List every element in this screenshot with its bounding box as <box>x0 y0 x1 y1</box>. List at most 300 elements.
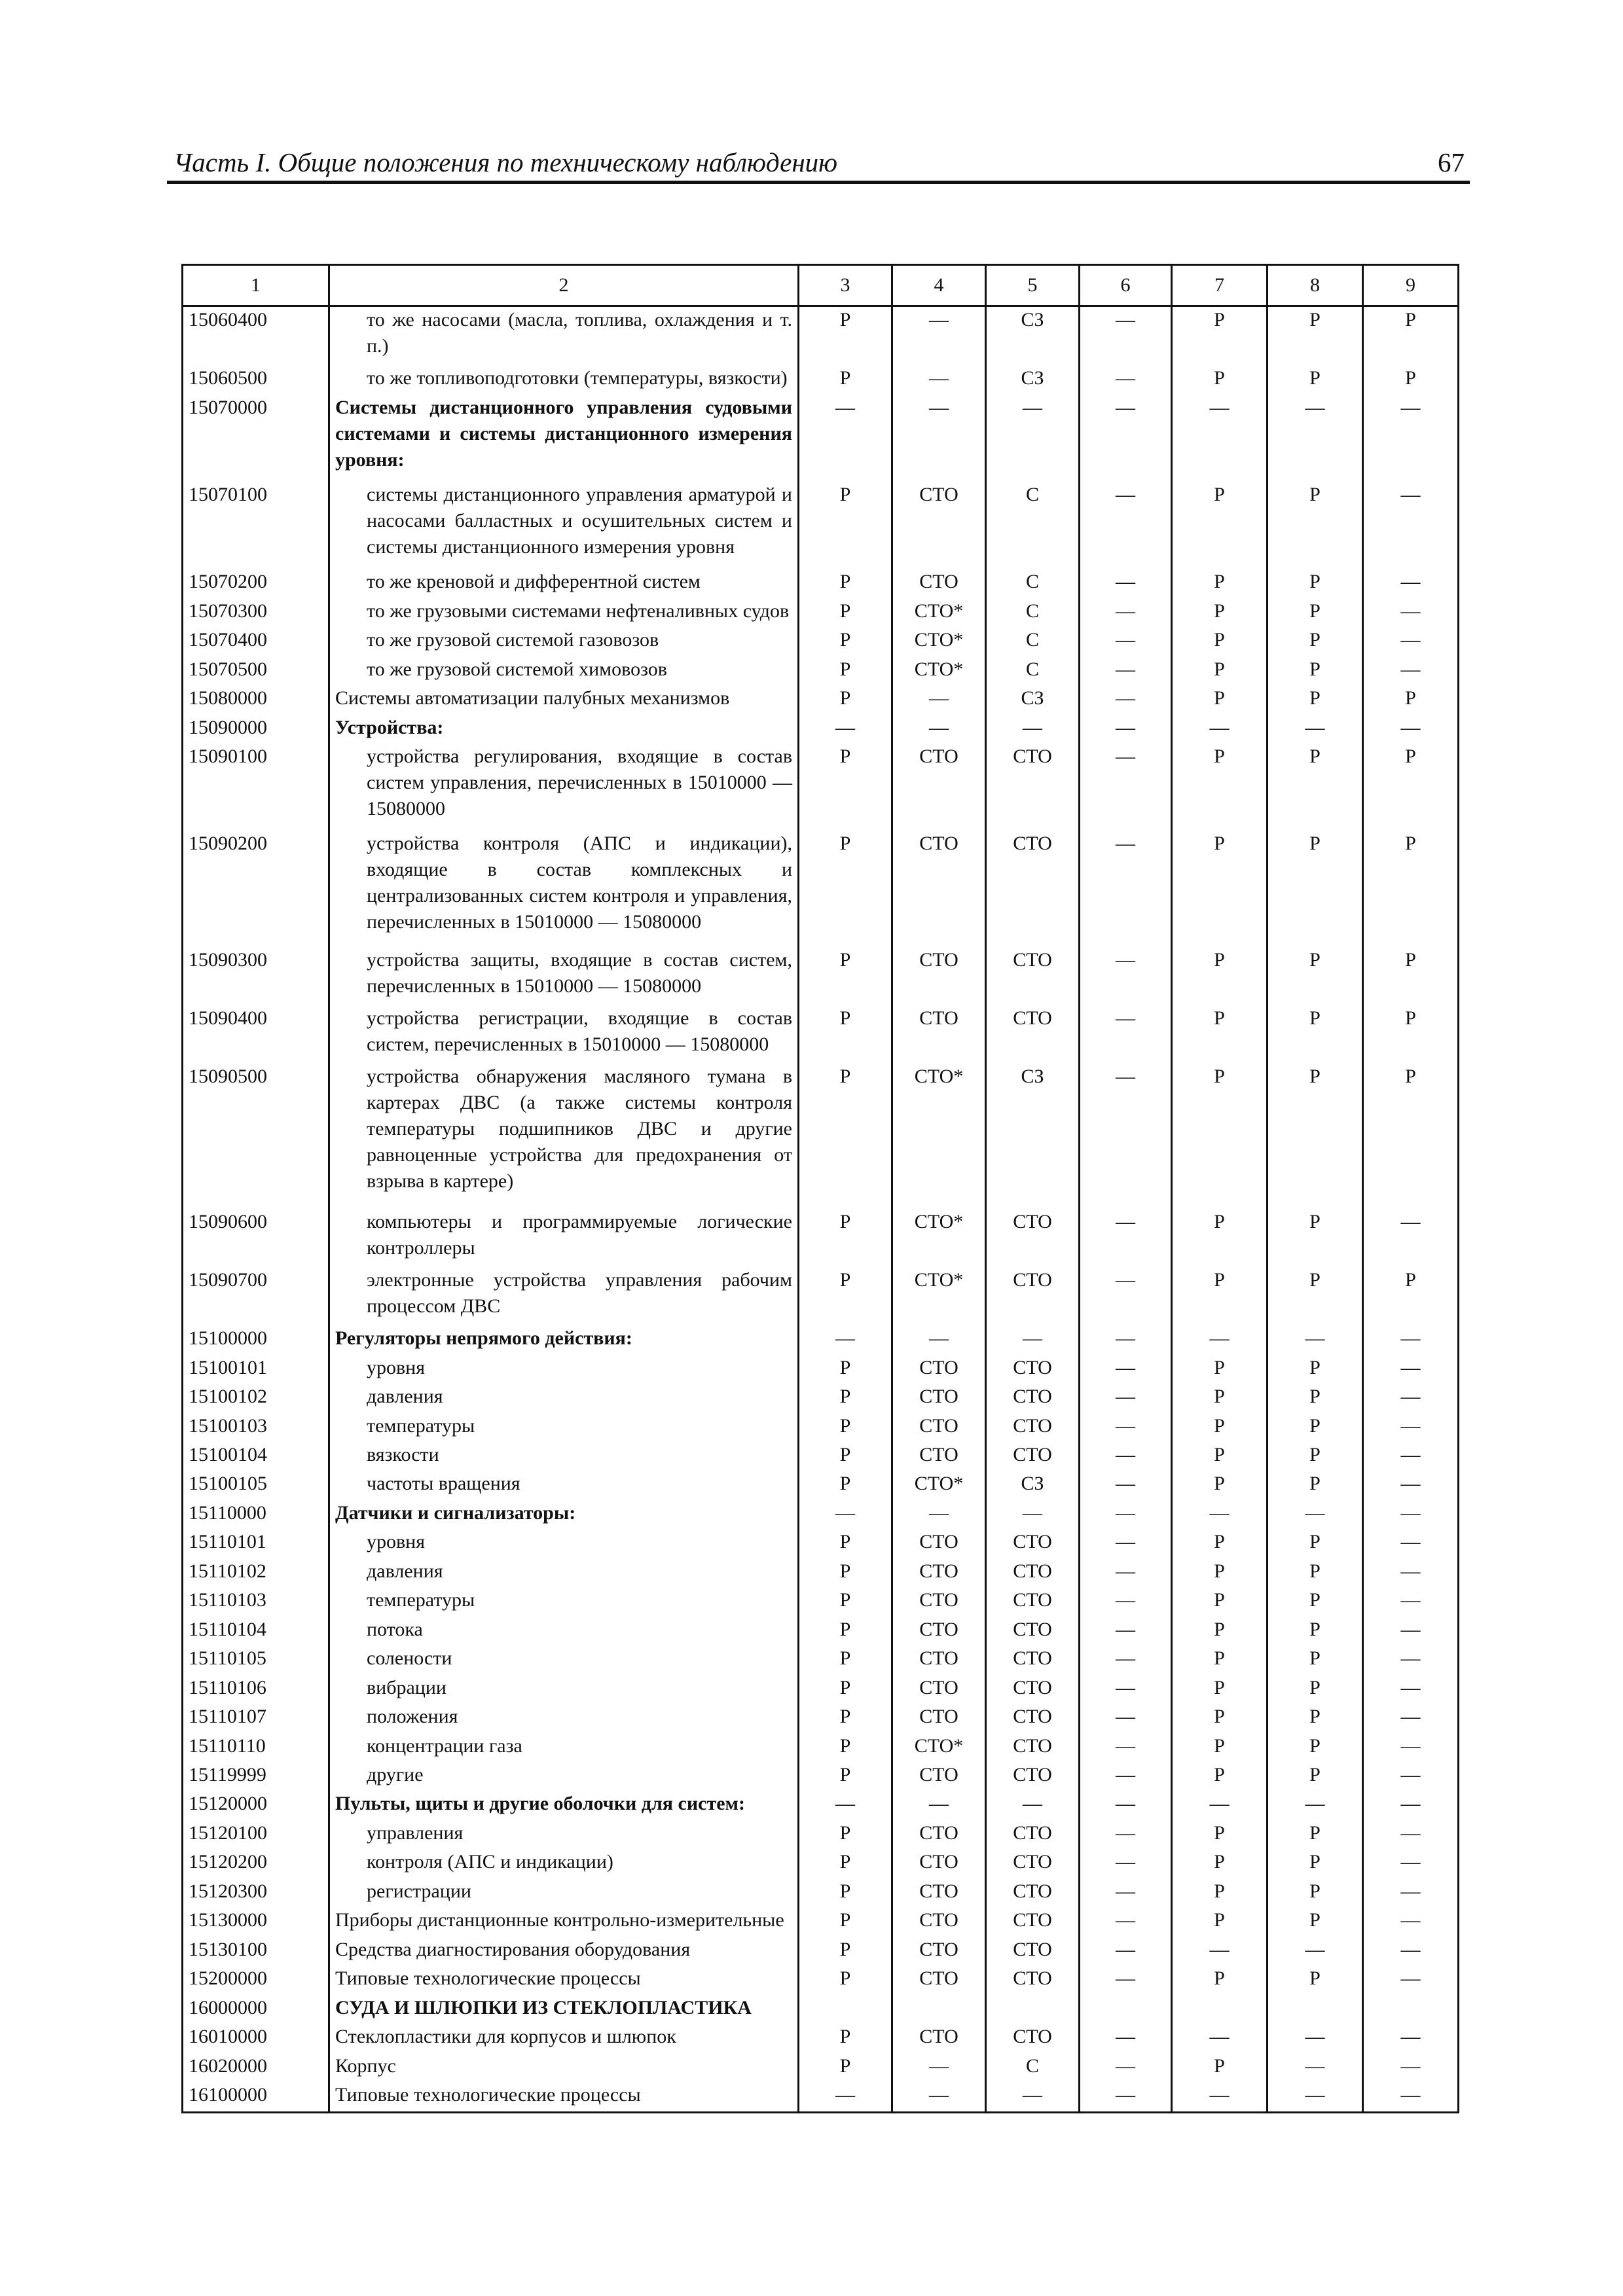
row-value-c3: — <box>799 1791 892 1820</box>
row-name: концентрации газа <box>329 1733 799 1762</box>
table-row <box>183 1500 1459 1529</box>
row-code: 15110101 <box>183 1529 329 1558</box>
row-value-c4: СТО <box>892 1704 986 1732</box>
row-value-c7: Р <box>1172 365 1267 394</box>
row-value-c8: Р <box>1267 627 1363 656</box>
row-value-c7: Р <box>1172 306 1267 366</box>
row-value-c5: СТО <box>986 1937 1080 1965</box>
row-value-c8: Р <box>1267 1529 1363 1558</box>
row-value-c5: СТО <box>986 1267 1080 1325</box>
row-value-c9: — <box>1363 1384 1459 1412</box>
row-value-c9: Р <box>1363 306 1459 366</box>
table-row <box>183 1849 1459 1878</box>
row-name: Устройства: <box>329 715 799 744</box>
row-value-c9: Р <box>1363 1005 1459 1064</box>
row-value-c3: — <box>799 715 892 744</box>
row-code: 15130000 <box>183 1907 329 1936</box>
row-value-c8: Р <box>1267 598 1363 627</box>
row-name: температуры <box>329 1587 799 1616</box>
row-value-c4: СТО* <box>892 1733 986 1762</box>
row-value-c8: Р <box>1267 831 1363 947</box>
row-value-c9: — <box>1363 1500 1459 1529</box>
row-value-c3: Р <box>799 1878 892 1907</box>
row-value-c5: СТО <box>986 1209 1080 1267</box>
row-value-c6: — <box>1080 1209 1172 1267</box>
row-value-c8: Р <box>1267 365 1363 394</box>
row-value-c5: СТО <box>986 1965 1080 1994</box>
row-value-c6: — <box>1080 395 1172 482</box>
row-code: 16010000 <box>183 2024 329 2053</box>
row-name: регистрации <box>329 1878 799 1907</box>
row-value-c6: — <box>1080 1937 1172 1965</box>
row-value-c3: Р <box>799 831 892 947</box>
row-value-c7: Р <box>1172 1965 1267 1994</box>
row-value-c5: СТО <box>986 744 1080 831</box>
row-value-c5: С <box>986 482 1080 569</box>
row-value-c4: СТО <box>892 2024 986 2053</box>
row-name: устройства защиты, входящие в состав систем, перечисленных в 15010000 — 15080000 <box>329 947 799 1005</box>
row-value-c5: СТО <box>986 1733 1080 1762</box>
table-row <box>183 1413 1459 1442</box>
row-name: давления <box>329 1384 799 1412</box>
row-value-c8: Р <box>1267 1704 1363 1732</box>
row-value-c4: — <box>892 685 986 714</box>
row-value-c5: СТО <box>986 1355 1080 1384</box>
row-value-c4: — <box>892 2082 986 2111</box>
row-name: Пульты, щиты и другие оболочки для систем: <box>329 1791 799 1820</box>
row-value-c7: — <box>1172 1937 1267 1965</box>
row-value-c3: Р <box>799 2053 892 2082</box>
running-title: Часть I. Общие положения по техническому наблюдению <box>173 147 838 177</box>
row-code: 15070000 <box>183 395 329 482</box>
row-value-c9: — <box>1363 656 1459 685</box>
row-value-c7: Р <box>1172 1209 1267 1267</box>
table-row <box>183 715 1459 744</box>
row-name: устройства обнаружения масляного тумана в картерах ДВС (а также системы контроля температуры подшипников ДВС и другие равноценные устройства для предохранения от взрыва в картере) <box>329 1064 799 1209</box>
table-row <box>183 1762 1459 1791</box>
row-value-c3: Р <box>799 482 892 569</box>
row-value-c7: — <box>1172 2024 1267 2053</box>
row-value-c6: — <box>1080 1355 1172 1384</box>
row-name: контроля (АПС и индикации) <box>329 1849 799 1878</box>
table-row <box>183 1645 1459 1674</box>
column-header: 9 <box>1363 265 1459 306</box>
row-value-c3: Р <box>799 1907 892 1936</box>
row-code: 15110107 <box>183 1704 329 1732</box>
filler-cell <box>1172 2111 1267 2112</box>
table-row <box>183 1209 1459 1267</box>
row-value-c5: СТО <box>986 1005 1080 1064</box>
row-value-c8: Р <box>1267 1849 1363 1878</box>
row-value-c4: СТО <box>892 744 986 831</box>
row-value-c3: Р <box>799 1820 892 1849</box>
row-value-c8: Р <box>1267 1413 1363 1442</box>
row-value-c5: СЗ <box>986 306 1080 366</box>
row-value-c7: Р <box>1172 1413 1267 1442</box>
row-value-c4: СТО* <box>892 1064 986 1209</box>
row-value-c6: — <box>1080 2024 1172 2053</box>
row-value-c3: Р <box>799 1529 892 1558</box>
row-value-c9: Р <box>1363 1064 1459 1209</box>
row-value-c8: Р <box>1267 1558 1363 1587</box>
row-value-c8: Р <box>1267 1965 1363 1994</box>
row-value-c4: — <box>892 365 986 394</box>
row-value-c6: — <box>1080 306 1172 366</box>
row-name: Стеклопластики для корпусов и шлюпок <box>329 2024 799 2053</box>
row-name: то же креновой и дифферентной систем <box>329 569 799 598</box>
row-name: компьютеры и программируемые логические контроллеры <box>329 1209 799 1267</box>
table-row <box>183 1587 1459 1616</box>
row-value-c8: — <box>1267 1500 1363 1529</box>
column-header: 3 <box>799 265 892 306</box>
row-value-c5: СЗ <box>986 1471 1080 1499</box>
row-value-c4: СТО <box>892 1937 986 1965</box>
table-row <box>183 2082 1459 2111</box>
table-row <box>183 1471 1459 1499</box>
row-value-c9: — <box>1363 2082 1459 2111</box>
row-value-c6: — <box>1080 656 1172 685</box>
row-name: устройства контроля (АПС и индикации), входящие в состав комплексных и централизованных систем контроля и управления, перечисленных в 15010000 — 15080000 <box>329 831 799 947</box>
row-value-c5: СТО <box>986 1907 1080 1936</box>
row-code: 16100000 <box>183 2082 329 2111</box>
row-value-c7: Р <box>1172 1733 1267 1762</box>
row-value-c6: — <box>1080 1413 1172 1442</box>
row-value-c3: Р <box>799 569 892 598</box>
table-row <box>183 1384 1459 1412</box>
table-row <box>183 685 1459 714</box>
row-code: 15120300 <box>183 1878 329 1907</box>
row-value-c8: Р <box>1267 1267 1363 1325</box>
row-value-c6: — <box>1080 569 1172 598</box>
row-value-c6: — <box>1080 1791 1172 1820</box>
row-value-c4: СТО* <box>892 1267 986 1325</box>
row-value-c4: СТО <box>892 1820 986 1849</box>
row-value-c7: Р <box>1172 1064 1267 1209</box>
row-value-c4: СТО <box>892 1384 986 1412</box>
row-value-c3: Р <box>799 1471 892 1499</box>
row-value-c7: Р <box>1172 1529 1267 1558</box>
row-value-c7: Р <box>1172 627 1267 656</box>
row-value-c9 <box>1363 1995 1459 2024</box>
row-code: 15110106 <box>183 1675 329 1704</box>
row-name: системы дистанционного управления арматурой и насосами балластных и осушительных систем и системы дистанционного измерения уровня <box>329 482 799 569</box>
row-value-c6: — <box>1080 831 1172 947</box>
row-value-c8: — <box>1267 1325 1363 1354</box>
row-code: 15090700 <box>183 1267 329 1325</box>
row-value-c4: СТО <box>892 569 986 598</box>
row-value-c8: Р <box>1267 1617 1363 1645</box>
row-value-c4: СТО* <box>892 598 986 627</box>
row-value-c5: СТО <box>986 831 1080 947</box>
table-filler-row <box>183 2111 1459 2112</box>
row-code: 15120100 <box>183 1820 329 1849</box>
row-value-c7: Р <box>1172 1617 1267 1645</box>
row-value-c3: Р <box>799 1762 892 1791</box>
row-name: Приборы дистанционные контрольно-измерительные <box>329 1907 799 1936</box>
row-value-c5: СТО <box>986 1675 1080 1704</box>
row-value-c8: Р <box>1267 1645 1363 1674</box>
row-name: то же грузовой системой химовозов <box>329 656 799 685</box>
row-value-c5: СТО <box>986 1442 1080 1471</box>
row-code: 15070400 <box>183 627 329 656</box>
row-code: 15060400 <box>183 306 329 366</box>
row-value-c8: — <box>1267 395 1363 482</box>
row-value-c9: Р <box>1363 685 1459 714</box>
row-value-c3: Р <box>799 306 892 366</box>
row-name: управления <box>329 1820 799 1849</box>
row-value-c5: СТО <box>986 1558 1080 1587</box>
row-value-c4: СТО <box>892 1587 986 1616</box>
row-value-c7: Р <box>1172 744 1267 831</box>
table-row <box>183 1442 1459 1471</box>
row-value-c3: Р <box>799 1587 892 1616</box>
table-row <box>183 395 1459 482</box>
row-code: 15110103 <box>183 1587 329 1616</box>
row-value-c3: Р <box>799 1617 892 1645</box>
row-code: 15070200 <box>183 569 329 598</box>
row-value-c6: — <box>1080 1471 1172 1499</box>
row-value-c3: Р <box>799 627 892 656</box>
row-value-c7: — <box>1172 395 1267 482</box>
row-value-c6: — <box>1080 365 1172 394</box>
row-code: 15110102 <box>183 1558 329 1587</box>
row-value-c3: — <box>799 1500 892 1529</box>
row-name: Регуляторы непрямого действия: <box>329 1325 799 1354</box>
row-value-c4: — <box>892 1791 986 1820</box>
row-value-c3: Р <box>799 1675 892 1704</box>
row-value-c7: Р <box>1172 1384 1267 1412</box>
row-value-c5: С <box>986 598 1080 627</box>
row-name: вязкости <box>329 1442 799 1471</box>
row-value-c3: Р <box>799 1442 892 1471</box>
table-row <box>183 627 1459 656</box>
row-value-c4: — <box>892 1500 986 1529</box>
classification-table <box>181 264 1459 2113</box>
table-row <box>183 1267 1459 1325</box>
row-value-c7: Р <box>1172 1267 1267 1325</box>
row-value-c9: Р <box>1363 365 1459 394</box>
row-name: Системы автоматизации палубных механизмов <box>329 685 799 714</box>
row-code: 15130100 <box>183 1937 329 1965</box>
row-value-c4: СТО* <box>892 1209 986 1267</box>
row-value-c4: СТО <box>892 947 986 1005</box>
table-row <box>183 2053 1459 2082</box>
row-name: другие <box>329 1762 799 1791</box>
row-value-c3: Р <box>799 1937 892 1965</box>
row-value-c6: — <box>1080 627 1172 656</box>
row-name: вибрации <box>329 1675 799 1704</box>
row-value-c8: Р <box>1267 569 1363 598</box>
row-value-c6: — <box>1080 1005 1172 1064</box>
row-value-c5: — <box>986 1500 1080 1529</box>
table-row <box>183 744 1459 831</box>
row-value-c3: Р <box>799 947 892 1005</box>
row-value-c6: — <box>1080 1704 1172 1732</box>
row-value-c6: — <box>1080 2082 1172 2111</box>
row-value-c3: Р <box>799 2024 892 2053</box>
row-value-c9: — <box>1363 627 1459 656</box>
table-row <box>183 1558 1459 1587</box>
row-code: 15070300 <box>183 598 329 627</box>
table-row <box>183 1995 1459 2024</box>
table-row <box>183 1965 1459 1994</box>
row-code: 15100104 <box>183 1442 329 1471</box>
row-value-c7: Р <box>1172 1005 1267 1064</box>
row-value-c8: — <box>1267 2053 1363 2082</box>
row-name: то же грузовой системой газовозов <box>329 627 799 656</box>
row-value-c7: — <box>1172 1500 1267 1529</box>
filler-cell <box>183 2111 329 2112</box>
row-value-c5: — <box>986 2082 1080 2111</box>
row-value-c7: Р <box>1172 1907 1267 1936</box>
row-value-c8: Р <box>1267 744 1363 831</box>
column-header: 6 <box>1080 265 1172 306</box>
table-body <box>183 306 1459 2113</box>
row-value-c4: СТО <box>892 1617 986 1645</box>
row-value-c3: Р <box>799 1558 892 1587</box>
row-value-c4: СТО <box>892 1675 986 1704</box>
row-value-c5: С <box>986 656 1080 685</box>
row-code: 15060500 <box>183 365 329 394</box>
row-code: 15090500 <box>183 1064 329 1209</box>
row-value-c7: Р <box>1172 1558 1267 1587</box>
column-header: 8 <box>1267 265 1363 306</box>
table-row <box>183 1791 1459 1820</box>
row-name: Типовые технологические процессы <box>329 2082 799 2111</box>
row-value-c5: СТО <box>986 1762 1080 1791</box>
filler-cell <box>1363 2111 1459 2112</box>
row-value-c6: — <box>1080 1820 1172 1849</box>
filler-cell <box>799 2111 892 2112</box>
table-row <box>183 1005 1459 1064</box>
row-code: 15110104 <box>183 1617 329 1645</box>
row-value-c9: — <box>1363 1878 1459 1907</box>
row-value-c9: — <box>1363 1209 1459 1267</box>
row-value-c6: — <box>1080 744 1172 831</box>
row-name: потока <box>329 1617 799 1645</box>
row-value-c4: СТО <box>892 1529 986 1558</box>
row-value-c5: С <box>986 569 1080 598</box>
row-code: 15090000 <box>183 715 329 744</box>
row-value-c5: СТО <box>986 1645 1080 1674</box>
column-header: 5 <box>986 265 1080 306</box>
row-value-c5: СТО <box>986 1384 1080 1412</box>
row-name: то же топливоподготовки (температуры, вязкости) <box>329 365 799 394</box>
column-header: 2 <box>329 265 799 306</box>
row-code: 15100103 <box>183 1413 329 1442</box>
row-value-c5: СТО <box>986 1617 1080 1645</box>
row-value-c6: — <box>1080 1617 1172 1645</box>
row-value-c6: — <box>1080 1878 1172 1907</box>
row-value-c6: — <box>1080 598 1172 627</box>
table-row <box>183 1937 1459 1965</box>
row-value-c3: Р <box>799 1355 892 1384</box>
row-value-c9: — <box>1363 2024 1459 2053</box>
row-value-c7: Р <box>1172 1704 1267 1732</box>
row-value-c5: — <box>986 1791 1080 1820</box>
row-value-c8: Р <box>1267 1675 1363 1704</box>
filler-cell <box>1080 2111 1172 2112</box>
row-value-c7: Р <box>1172 569 1267 598</box>
row-value-c7: Р <box>1172 1355 1267 1384</box>
row-value-c6: — <box>1080 1558 1172 1587</box>
table-row <box>183 2024 1459 2053</box>
row-value-c3: — <box>799 395 892 482</box>
row-value-c6: — <box>1080 1500 1172 1529</box>
row-value-c5: — <box>986 715 1080 744</box>
row-value-c4: — <box>892 715 986 744</box>
row-value-c5: СЗ <box>986 365 1080 394</box>
row-name: солености <box>329 1645 799 1674</box>
row-value-c3: Р <box>799 685 892 714</box>
row-value-c4: СТО <box>892 1645 986 1674</box>
row-value-c5: СТО <box>986 1878 1080 1907</box>
row-value-c8: Р <box>1267 1355 1363 1384</box>
row-value-c6: — <box>1080 1733 1172 1762</box>
row-value-c4: СТО <box>892 1005 986 1064</box>
row-name: устройства регулирования, входящие в состав систем управления, перечисленных в 15010000 — 15080000 <box>329 744 799 831</box>
row-value-c7: Р <box>1172 1471 1267 1499</box>
row-name: СУДА И ШЛЮПКИ ИЗ СТЕКЛОПЛАСТИКА <box>329 1995 799 2024</box>
row-code: 15100102 <box>183 1384 329 1412</box>
row-value-c5: С <box>986 627 1080 656</box>
row-value-c6: — <box>1080 1675 1172 1704</box>
row-value-c9: — <box>1363 1558 1459 1587</box>
row-code: 15110110 <box>183 1733 329 1762</box>
row-value-c3: Р <box>799 1733 892 1762</box>
row-code: 15100105 <box>183 1471 329 1499</box>
row-value-c3: Р <box>799 1645 892 1674</box>
row-value-c9: Р <box>1363 1267 1459 1325</box>
table-row <box>183 831 1459 947</box>
row-value-c8: Р <box>1267 482 1363 569</box>
table-row <box>183 947 1459 1005</box>
row-value-c9: — <box>1363 1645 1459 1674</box>
row-value-c6: — <box>1080 1907 1172 1936</box>
row-value-c9: — <box>1363 1471 1459 1499</box>
row-value-c5: СТО <box>986 1704 1080 1732</box>
row-code: 15090400 <box>183 1005 329 1064</box>
row-name: Датчики и сигнализаторы: <box>329 1500 799 1529</box>
row-code: 16020000 <box>183 2053 329 2082</box>
row-value-c3: Р <box>799 1005 892 1064</box>
row-value-c9: — <box>1363 569 1459 598</box>
row-value-c7: Р <box>1172 1878 1267 1907</box>
row-code: 15090100 <box>183 744 329 831</box>
row-value-c7: — <box>1172 715 1267 744</box>
row-value-c9: — <box>1363 1413 1459 1442</box>
row-value-c9: — <box>1363 715 1459 744</box>
row-value-c6: — <box>1080 1064 1172 1209</box>
row-value-c7: Р <box>1172 1820 1267 1849</box>
row-value-c4: СТО <box>892 482 986 569</box>
row-value-c9: — <box>1363 1762 1459 1791</box>
table-row <box>183 365 1459 394</box>
row-value-c3 <box>799 1995 892 2024</box>
row-value-c4 <box>892 1995 986 2024</box>
row-code: 15090300 <box>183 947 329 1005</box>
row-value-c8 <box>1267 1995 1363 2024</box>
row-value-c6 <box>1080 1995 1172 2024</box>
row-value-c4: СТО <box>892 1907 986 1936</box>
row-code: 15100101 <box>183 1355 329 1384</box>
row-value-c4: СТО <box>892 1762 986 1791</box>
row-value-c5: — <box>986 395 1080 482</box>
row-value-c9: — <box>1363 598 1459 627</box>
row-value-c9: — <box>1363 1907 1459 1936</box>
row-value-c6: — <box>1080 947 1172 1005</box>
row-value-c8: Р <box>1267 1005 1363 1064</box>
